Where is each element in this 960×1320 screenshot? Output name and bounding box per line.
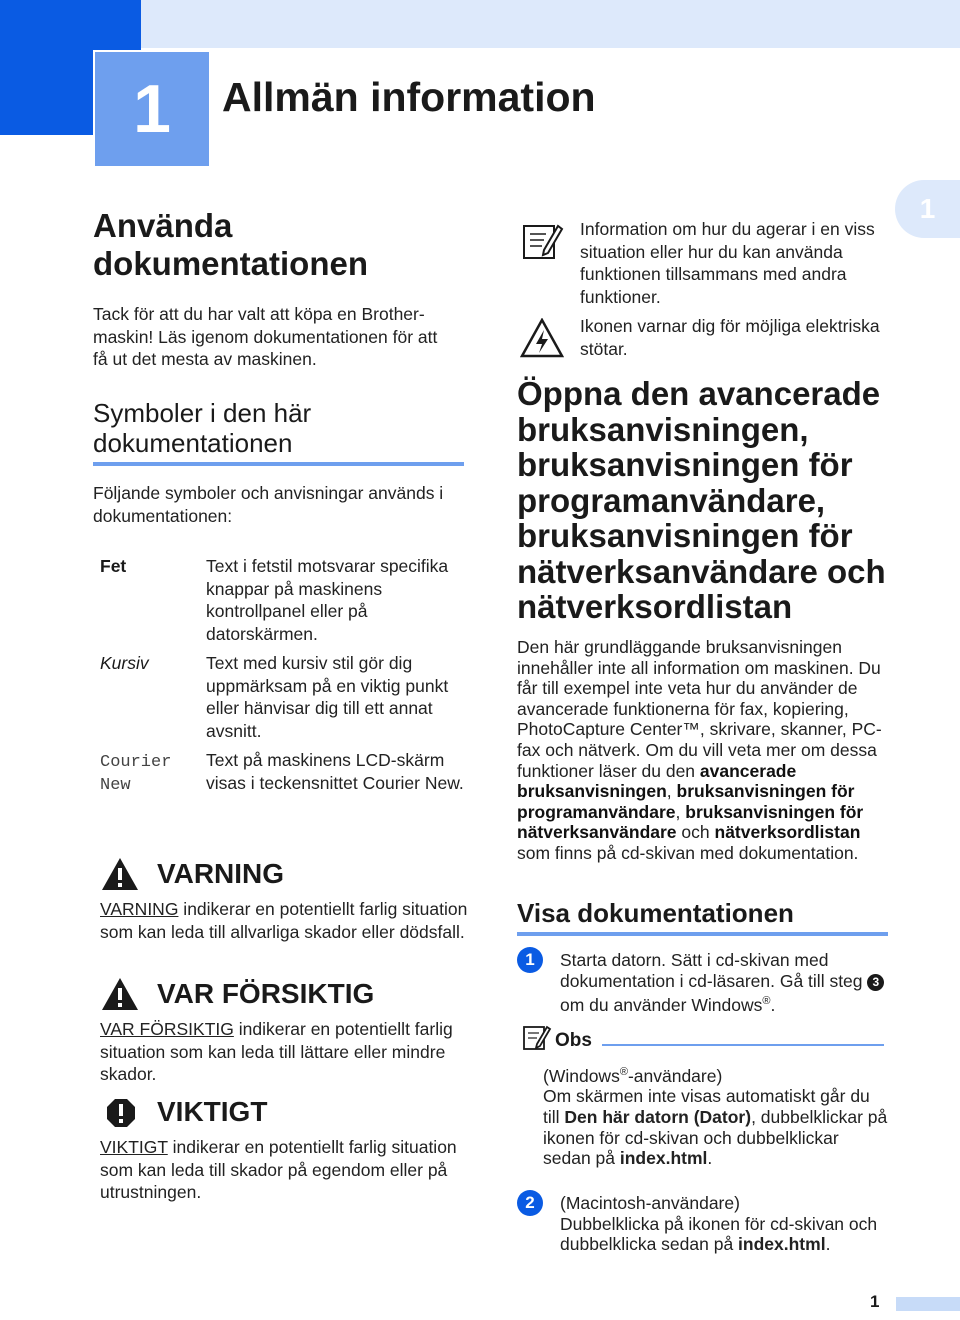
caution-text [100, 1018, 470, 1086]
warning-text [100, 898, 470, 943]
step-ref-circle: 3 [867, 974, 884, 991]
caution-heading: VAR FÖRSIKTIG [157, 978, 375, 1009]
obs-line: . [707, 1148, 713, 1169]
step-text: om du använder Windows [560, 995, 763, 1016]
step-text: Dubbelklicka på ikonen för cd-skivan och dubbelklicka sedan på [560, 1213, 878, 1255]
caution-triangle-icon [100, 976, 140, 1012]
obs-line: Om skärmen inte visas automatiskt går du till [543, 1086, 870, 1128]
step-text: Starta datorn. Sätt i cd-skivan med dokumentation i cd-läsaren. Gå till steg [560, 950, 868, 991]
bold-filename: index.html [619, 1148, 708, 1169]
heading-rule [517, 932, 888, 936]
section-title-anvanda: Använda dokumentationen [93, 207, 369, 282]
warning-description: indikerar en potentiellt farlig situation som kan leda till allvarliga skador eller dödsfall. [100, 899, 468, 942]
bold-manual-name: nätverksordlistan [714, 822, 861, 843]
step-text: . [770, 995, 776, 1016]
step-2-text [560, 1193, 890, 1255]
registered-mark: ® [619, 1066, 628, 1078]
term-italic: Kursiv [100, 653, 149, 673]
step-text: (Macintosh-användare) [560, 1193, 740, 1213]
warning-triangle-icon [100, 856, 140, 892]
important-text [100, 1136, 470, 1204]
header-light-band [141, 0, 960, 48]
important-octagon-icon [106, 1098, 136, 1128]
open-manuals-heading: Öppna den avancerade bruksanvisningen, bruksanvisningen för programanvändare, bruksanvisningen för nätverksanvändare och nätverksordlistan [517, 375, 886, 625]
obs-rule [602, 1044, 884, 1046]
chapter-number: 1 [133, 71, 171, 147]
warning-heading: VARNING [157, 858, 285, 889]
obs-line: (Windows [543, 1065, 620, 1086]
step-text: . [825, 1234, 831, 1255]
obs-text [543, 1062, 888, 1169]
step-number-2: 2 [517, 1190, 543, 1216]
symbols-intro: Följande symboler och anvisningar används i dokumentationen: [93, 483, 444, 526]
important-heading: VIKTIGT [157, 1096, 268, 1127]
paragraph-text: , [666, 781, 672, 802]
heading-rule [93, 462, 464, 466]
term-bold: Fet [100, 556, 127, 576]
note-pencil-small-icon [522, 1023, 552, 1053]
side-chapter-tab-number: 1 [919, 193, 936, 224]
warning-keyword: VARNING [100, 899, 179, 919]
description-courier: Text på maskinens LCD-skärm visas i teckensnittet Courier New. [206, 750, 464, 793]
paragraph-text: och [676, 822, 715, 843]
page-number: 1 [870, 1292, 880, 1311]
obs-line: -användare) [627, 1065, 723, 1086]
paragraph-text: , [675, 801, 681, 822]
bold-manual-name: bruksanvisningen för programanvändare [517, 781, 855, 822]
note-icon-description: Information om hur du agerar i en viss situation eller hur du kan använda funktionen tillsammans med andra funktioner. [580, 219, 875, 307]
symbols-heading: Symboler i den här dokumentationen [93, 398, 312, 458]
note-pencil-icon [520, 220, 564, 262]
electric-hazard-icon [520, 318, 564, 358]
footer-bar [896, 1297, 960, 1311]
intro-line: maskin! Läs igenom dokumentationen för att [93, 326, 438, 347]
description-bold: Text i fetstil motsvarar specifika knappar på maskinens kontrollpanel eller på datorskärmen. [206, 556, 449, 644]
intro-line: få ut det mesta av maskinen. [93, 349, 317, 369]
bold-manual-name: avancerade bruksanvisningen [517, 760, 797, 802]
electric-icon-description: Ikonen varnar dig för möjliga elektriska stötar. [580, 316, 880, 359]
step-1-text [560, 950, 890, 1016]
view-docs-heading: Visa dokumentationen [517, 898, 794, 928]
step-number-1: 1 [517, 947, 543, 973]
paragraph-text: Den här grundläggande bruksanvisningen innehåller inte all information om maskinen. Du får till exempel inte veta hur du använder de avancerade funktionerna för fax, kopiering, PhotoCapture Center™, skrivare, skanner, PC-fax och nätverk. Om du vill veta mer om dessa funktioner läser du den [517, 637, 882, 781]
important-keyword: VIKTIGT [100, 1137, 168, 1157]
obs-heading: Obs [555, 1030, 592, 1051]
caution-keyword: VAR FÖRSIKTIG [100, 1019, 234, 1039]
intro-paragraph [93, 303, 473, 371]
chapter-title: Allmän information [222, 74, 596, 120]
description-italic: Text med kursiv stil gör dig uppmärksam på en viktig punkt eller hänvisar dig till ett annat avsnitt. [206, 653, 449, 741]
obs-line: , dubbelklickar på ikonen för cd-skivan och dubbelklickar sedan på [543, 1107, 888, 1169]
term-courier: Courier New [100, 753, 172, 795]
bold-path: Den här datorn (Dator) [564, 1107, 752, 1128]
bold-filename: index.html [738, 1234, 826, 1255]
intro-line: Tack för att du har valt att köpa en Brother- [93, 304, 425, 324]
open-manuals-paragraph [517, 637, 897, 864]
registered-mark: ® [762, 995, 771, 1008]
paragraph-text: som finns på cd-skivan med dokumentation. [517, 842, 859, 863]
important-description: indikerar en potentiellt farlig situation som kan leda till skador på egendom eller på utrustningen. [100, 1137, 457, 1202]
caution-description: indikerar en potentiellt farlig situation som kan leda till lättare eller mindre skador. [100, 1019, 453, 1084]
bold-manual-name: bruksanvisningen för nätverksanvändare [517, 801, 864, 843]
